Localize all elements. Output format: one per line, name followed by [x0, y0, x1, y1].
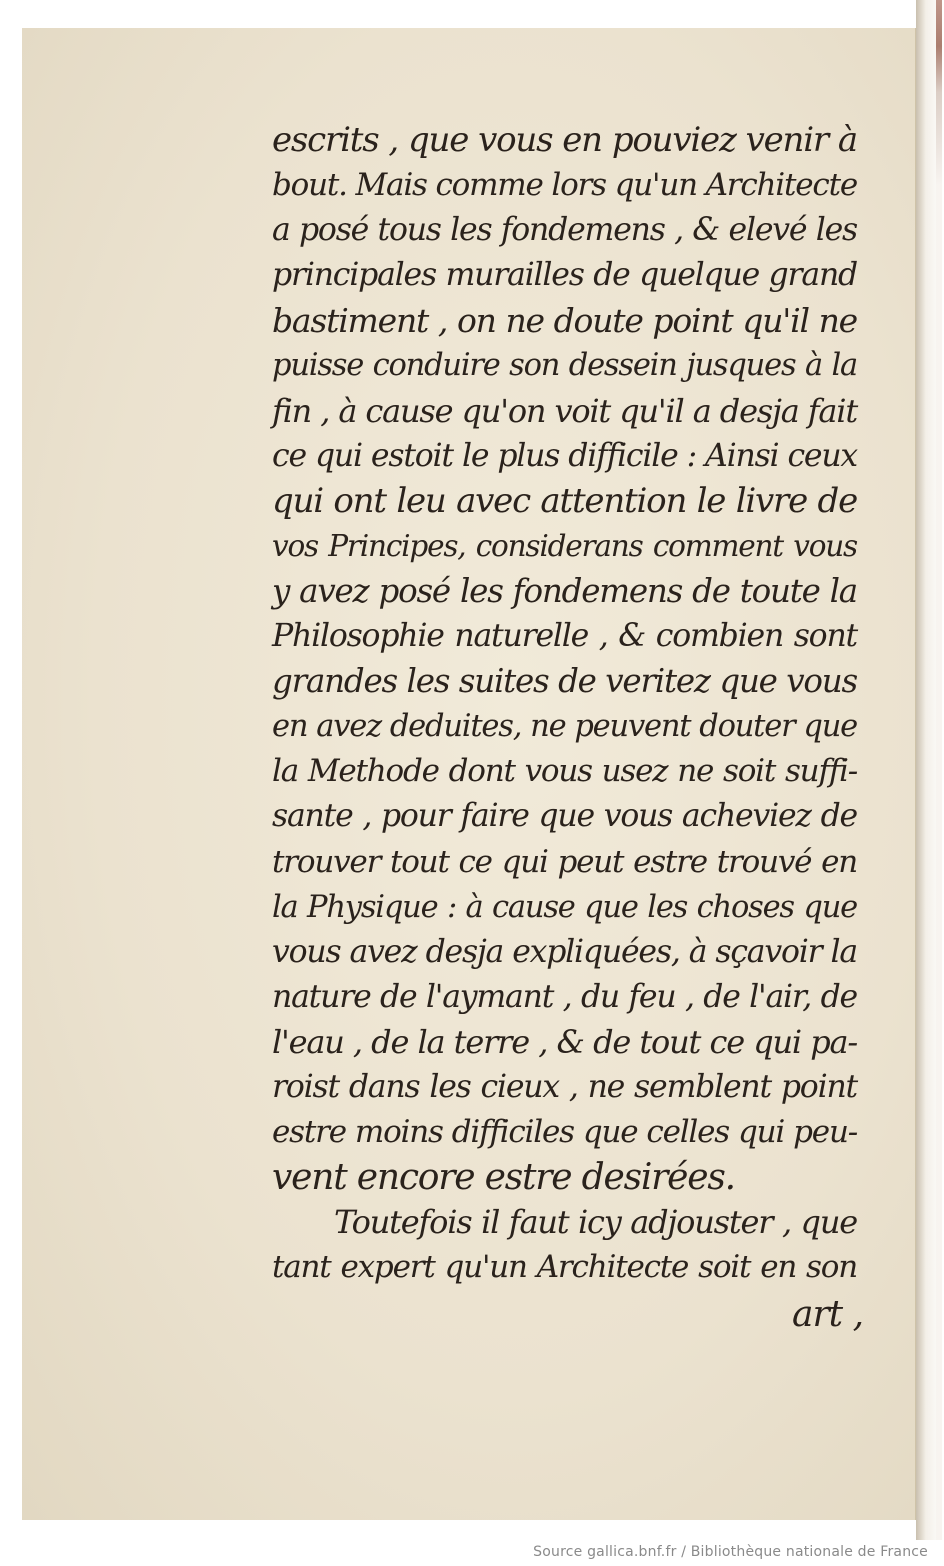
text-line: bout. Mais comme lors qu'un Architecte — [272, 167, 857, 204]
book-spine — [916, 0, 944, 1540]
body-text — [272, 118, 857, 1290]
text-line: estre moins difficiles que celles qui peu- — [272, 1114, 857, 1151]
text-line: vos Principes, considerans comment vous — [272, 528, 857, 563]
text-line: la Methode dont vous usez ne soit suffi- — [272, 753, 857, 790]
text-line: trouver tout ce qui peut estre trouvé en — [272, 843, 857, 880]
spine-edge — [936, 0, 942, 1540]
footer-bar — [0, 1540, 944, 1566]
text-line: fin , à cause qu'on voit qu'il a desja fait — [272, 391, 857, 430]
text-line: nature de l'aymant , du feu , de l'air, de — [272, 978, 857, 1015]
text-line: y avez posé les fondemens de toute la — [272, 571, 857, 610]
text-line: puisse conduire son dessein jusques à la — [272, 348, 857, 384]
text-line: sante , pour faire que vous acheviez de — [272, 798, 857, 835]
paragraph-first-line: Toutefois il faut icy adjouster , que — [334, 1203, 857, 1242]
text-line: l'eau , de la terre , & de tout ce qui pa- — [272, 1022, 857, 1061]
text-line: escrits , que vous en pouviez venir à — [272, 120, 857, 160]
text-line: bastiment , on ne doute point qu'il ne — [272, 301, 857, 341]
text-line: Philosophie naturelle , & combien sont — [272, 618, 857, 655]
text-line: la Physique : à cause que les choses que — [272, 889, 857, 925]
text-line: a posé tous les fondemens , & elevé les — [272, 212, 857, 249]
text-line: principales murailles de quelque grand — [272, 257, 857, 294]
text-line: tant expert qu'un Architecte soit en son — [272, 1249, 857, 1286]
text-line: grandes les suites de veritez que vous — [272, 662, 857, 701]
text-line: roist dans les cieux , ne semblent point — [272, 1068, 857, 1105]
catchword: art , — [792, 1294, 864, 1335]
text-line: ce qui estoit le plus difficile : Ainsi ceux — [272, 437, 857, 474]
text-line: qui ont leu avec attention le livre de — [272, 480, 857, 521]
source-attribution: Source gallica.bnf.fr / Bibliothèque nationale de France — [533, 1544, 928, 1560]
text-line: vous avez desja expliquées, à sçavoir la — [272, 933, 857, 970]
text-line: vent encore estre desirées. — [272, 1157, 735, 1199]
text-line: en avez deduites, ne peuvent douter que — [272, 709, 857, 745]
